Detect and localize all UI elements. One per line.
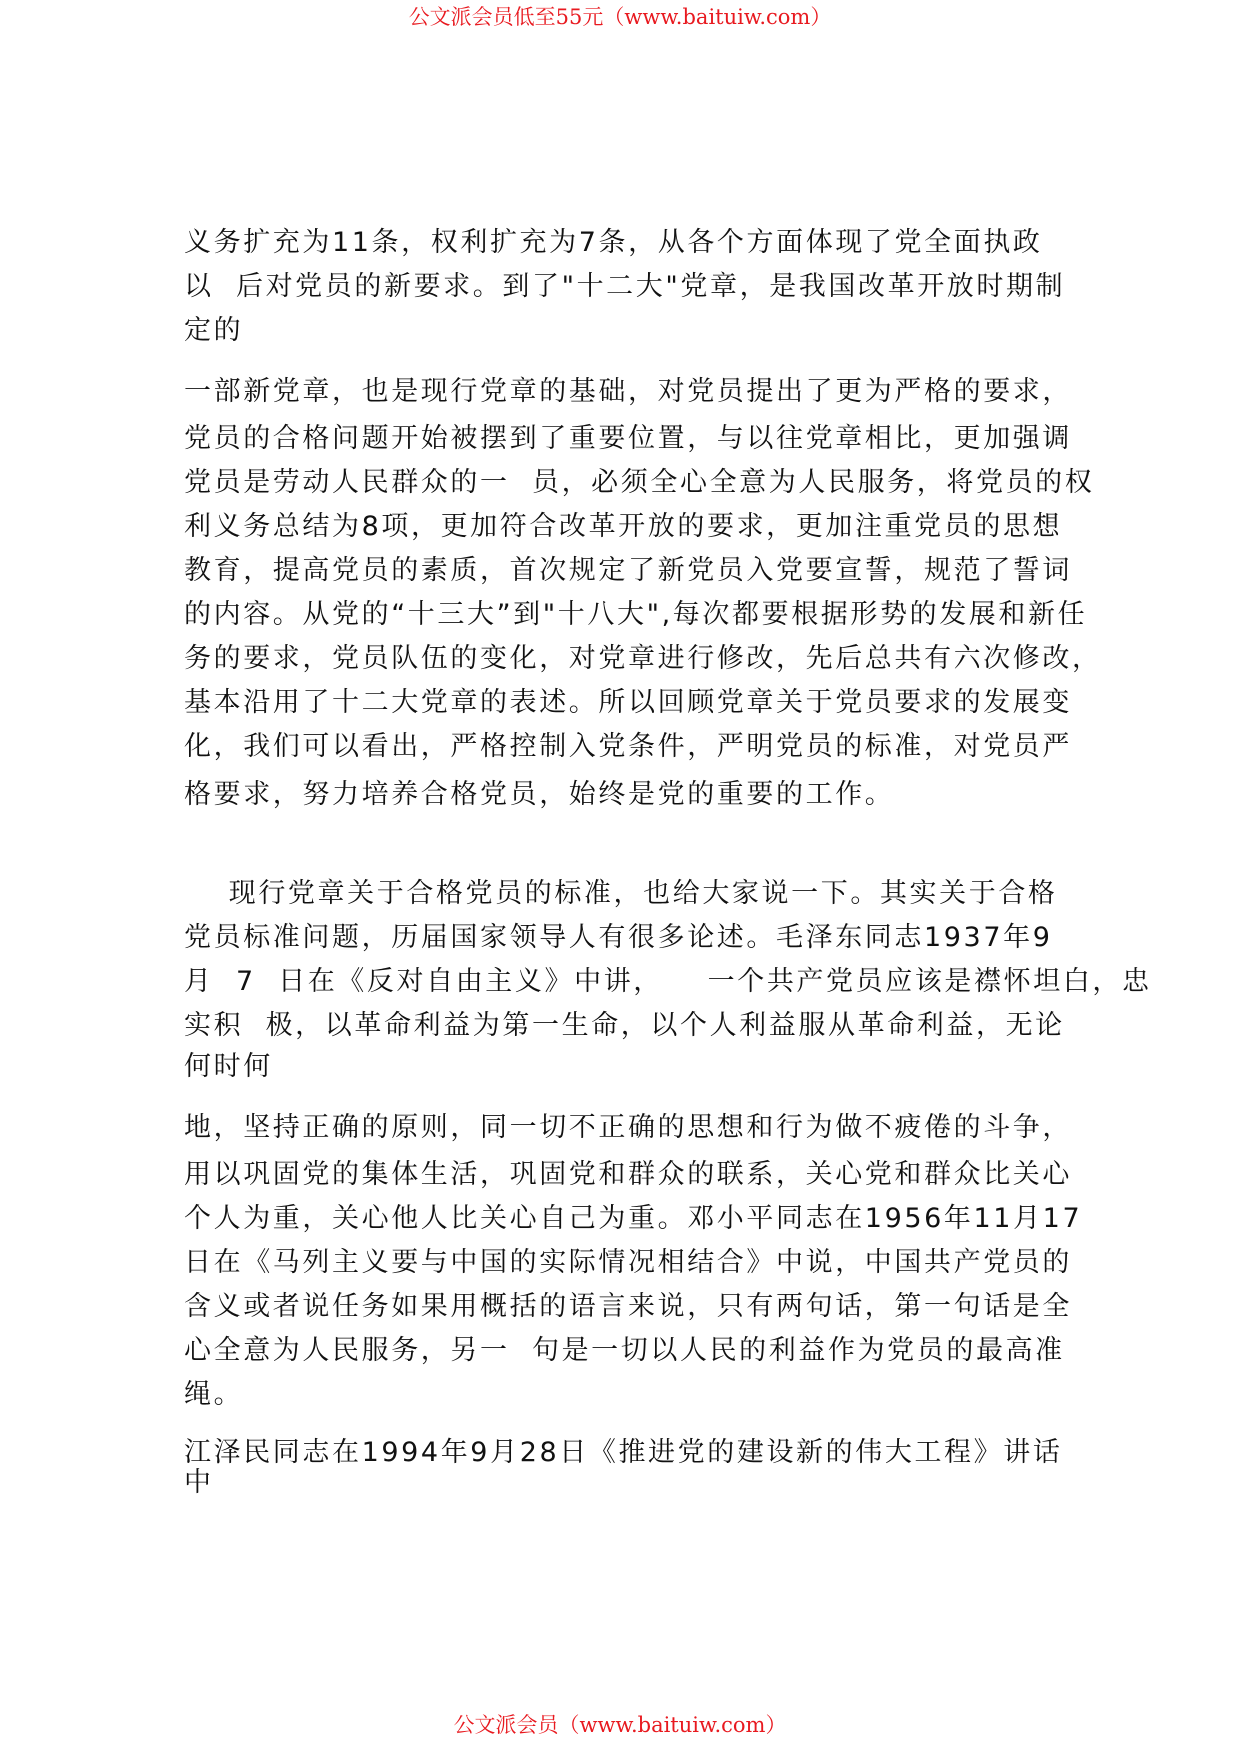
text-line: 党员是劳动人民群众的一 员，必须全心全意为人民服务，将党员的权 — [184, 467, 1095, 498]
text-line: 地，坚持正确的原则，同一切不正确的思想和行为做不疲倦的斗争， — [184, 1112, 1072, 1143]
text-line: 以 后对党员的新要求。到了"十二大"党章，是我国改革开放时期制 — [184, 271, 1066, 302]
text-line: 日在《马列主义要与中国的实际情况相结合》中说，中国共产党员的 — [184, 1247, 1072, 1278]
text-line: 绳。 — [184, 1379, 244, 1410]
text-line: 教育，提高党员的素质，首次规定了新党员入党要宣誓，规范了誓词 — [184, 555, 1072, 586]
text-line: 用以巩固党的集体生活，巩固党和群众的联系，关心党和群众比关心 — [184, 1159, 1072, 1190]
text-line: 格要求，努力培养合格党员，始终是党的重要的工作。 — [184, 779, 895, 810]
text-line: 含义或者说任务如果用概括的语言来说，只有两句话，第一句话是全 — [184, 1291, 1072, 1322]
text-line: 个人为重，关心他人比关心自己为重。邓小平同志在1956年11月17 — [184, 1203, 1083, 1234]
text-line: 月 7 日在《反对自由主义》中讲， 一个共产党员应该是襟怀坦白，忠 — [184, 966, 1152, 997]
text-line: 的内容。从党的“十三大”到"十八大",每次都要根据形势的发展和新任 — [184, 599, 1088, 630]
text-line: 现行党章关于合格党员的标准，也给大家说一下。其实关于合格 — [184, 878, 1058, 909]
text-line: 一部新党章，也是现行党章的基础，对党员提出了更为严格的要求， — [184, 376, 1072, 407]
text-line: 实积 极，以革命利益为第一生命，以个人利益服从革命利益，无论 — [184, 1010, 1065, 1041]
text-line: 定的 — [184, 315, 244, 346]
page-header-watermark: 公文派会员低至55元（www.baituiw.com） — [408, 5, 832, 29]
text-line: 义务扩充为11条，权利扩充为7条，从各个方面体现了党全面执政 — [184, 227, 1043, 258]
page-footer-watermark: 公文派会员（www.baituiw.com） — [453, 1713, 787, 1737]
text-line: 利义务总结为8项，更加符合改革开放的要求，更加注重党员的思想 — [184, 511, 1063, 542]
text-line: 化，我们可以看出，严格控制入党条件，严明党员的标准，对党员严 — [184, 731, 1072, 762]
text-line: 党员标准问题，历届国家领导人有很多论述。毛泽东同志1937年9 — [184, 922, 1053, 953]
text-line: 何时何 — [184, 1051, 273, 1082]
text-line: 党员的合格问题开始被摆到了重要位置，与以往党章相比，更加强调 — [184, 423, 1072, 454]
text-line: 心全意为人民服务，另一 句是一切以人民的利益作为党员的最高准 — [184, 1335, 1065, 1366]
text-line: 中 — [184, 1467, 214, 1498]
text-line: 务的要求，党员队伍的变化，对党章进行修改，先后总共有六次修改， — [184, 643, 1102, 674]
text-line: 基本沿用了十二大党章的表述。所以回顾党章关于党员要求的发展变 — [184, 687, 1072, 718]
text-line: 江泽民同志在1994年9月28日《推进党的建设新的伟大工程》讲话 — [184, 1437, 1063, 1468]
